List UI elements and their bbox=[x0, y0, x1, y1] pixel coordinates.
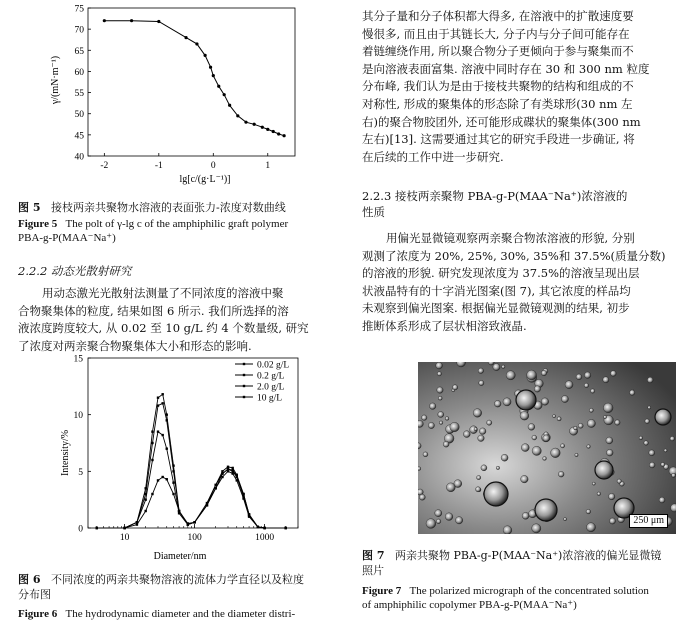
figure6-data-point bbox=[263, 527, 265, 529]
micrograph-droplet bbox=[443, 441, 449, 447]
figure6-data-point bbox=[166, 478, 168, 480]
micrograph-large-droplet bbox=[516, 390, 536, 410]
micrograph-droplet bbox=[672, 473, 676, 477]
micrograph-droplet bbox=[481, 465, 487, 471]
micrograph-droplet bbox=[437, 372, 441, 376]
micrograph-droplet bbox=[521, 475, 529, 483]
figure5-y-tick-label: 55 bbox=[74, 89, 84, 100]
figure6-legend-marker bbox=[243, 363, 245, 365]
micrograph-droplet bbox=[418, 420, 423, 427]
figure5-plot-frame bbox=[88, 8, 295, 156]
section-2-2-3-heading-line1: 2.2.3 接枝两亲聚物 PBA-g-P(MAA⁻Na⁺)浓溶液的 bbox=[362, 189, 628, 203]
figure6-data-point bbox=[166, 419, 168, 421]
figure6-legend-marker bbox=[243, 396, 245, 398]
figure6-data-point bbox=[144, 510, 146, 512]
micrograph-droplet bbox=[487, 420, 492, 425]
figure6-data-point bbox=[178, 510, 180, 512]
figure6-x-tick-label: 1000 bbox=[255, 533, 275, 543]
micrograph-droplet bbox=[426, 519, 436, 529]
figure7-micrograph bbox=[418, 362, 676, 534]
figure6-data-point bbox=[172, 481, 174, 483]
figure6-data-point bbox=[151, 493, 153, 495]
section-2-2-2-line: 用动态激光光散射法测量了不同浓度的溶液中聚 bbox=[42, 286, 284, 300]
micrograph-droplet bbox=[586, 509, 591, 514]
figure5-y-tick-label: 40 bbox=[74, 152, 84, 163]
micrograph-droplet bbox=[659, 497, 665, 503]
micrograph-droplet bbox=[501, 454, 508, 461]
figure5-curve bbox=[104, 21, 284, 136]
figure5-data-point bbox=[261, 126, 264, 129]
figure5-data-point bbox=[157, 20, 160, 23]
figure6-caption-en-line1: The hydrodynamic diameter and the diameter distri- bbox=[65, 608, 296, 620]
micrograph-droplet bbox=[506, 371, 515, 380]
figure5-data-point bbox=[277, 132, 280, 135]
figure6-data-point bbox=[257, 526, 259, 528]
micrograph-droplet bbox=[617, 479, 621, 483]
section-2-2-2-line: 了浓度对两亲聚合物聚集体大小和形态的影响. bbox=[18, 338, 252, 353]
section-2-2-2-line: 合物聚集体的粒度, 结果如图 6 所示. 我们所选择的溶 bbox=[18, 303, 289, 318]
micrograph-droplet bbox=[419, 494, 425, 500]
paragraph-line: 着链缠绕作用, 所以聚合物分子更倾向于参与聚集而不 bbox=[362, 44, 634, 59]
micrograph-droplet bbox=[597, 492, 601, 496]
figure6-data-point bbox=[172, 470, 174, 472]
scale-bar-label: 250 μm bbox=[633, 515, 664, 526]
micrograph-droplet bbox=[590, 389, 594, 393]
figure5-data-point bbox=[209, 66, 212, 69]
micrograph-droplet bbox=[532, 435, 537, 440]
figure6-series-line bbox=[97, 403, 286, 528]
section-2-2-2-line: 液浓度跨度较大, 从 0.02 至 10 g/L 约 4 个数量级, 研究 bbox=[18, 321, 309, 336]
figure5-y-tick-label: 60 bbox=[74, 67, 84, 78]
figure5-data-point bbox=[103, 19, 106, 22]
figure6-data-point bbox=[136, 523, 138, 525]
figure5-x-tick-label: -2 bbox=[100, 161, 109, 171]
micrograph-image bbox=[418, 362, 676, 534]
figure5-data-point bbox=[236, 114, 239, 117]
figure7-caption-en-label: Figure 7 bbox=[362, 585, 402, 597]
figure6-data-point bbox=[161, 393, 163, 395]
micrograph-droplet bbox=[541, 398, 548, 405]
micrograph-droplet bbox=[649, 450, 655, 456]
figure7-caption-en-line2: of amphiphilic copolymer PBA-g-P(MAA⁻Na⁺) bbox=[362, 599, 577, 611]
micrograph-droplet bbox=[429, 403, 435, 409]
micrograph-droplet bbox=[606, 449, 613, 456]
figure6-x-tick-label: 10 bbox=[119, 533, 130, 543]
micrograph-droplet bbox=[437, 387, 443, 393]
micrograph-droplet bbox=[532, 446, 541, 455]
figure6-data-point bbox=[214, 487, 216, 489]
figure6-caption-en bbox=[18, 607, 358, 621]
micrograph-droplet bbox=[603, 377, 609, 383]
section-2-2-3-line: 未观察到偏光图案. 根据偏光显微镜观测的结果, 初步 bbox=[362, 301, 630, 316]
micrograph-droplet bbox=[479, 380, 484, 385]
micrograph-droplet bbox=[584, 383, 589, 388]
paragraph-line: 对称性, 形成的聚集体的形态除了有类球形(30 nm 左 bbox=[362, 96, 633, 111]
micrograph-droplet bbox=[609, 518, 615, 524]
figure6-data-point bbox=[151, 442, 153, 444]
micrograph-droplet bbox=[629, 390, 634, 395]
figure5-data-point bbox=[217, 85, 220, 88]
figure6-y-tick-label: 15 bbox=[73, 354, 83, 365]
figure6-data-point bbox=[214, 484, 216, 486]
micrograph-droplet bbox=[561, 395, 568, 402]
micrograph-droplet bbox=[608, 493, 615, 500]
micrograph-droplet bbox=[445, 417, 449, 421]
micrograph-droplet bbox=[606, 437, 613, 444]
micrograph-droplet bbox=[455, 517, 462, 524]
micrograph-droplet bbox=[578, 423, 583, 428]
figure7-caption-en-line1: The polarized micrograph of the concentrated solution bbox=[409, 585, 649, 597]
figure5-x-axis-label: lg[c/(g·L⁻¹)] bbox=[179, 174, 231, 185]
micrograph-large-droplet bbox=[484, 482, 508, 506]
figure6-data-point bbox=[221, 472, 223, 474]
figure6-data-point bbox=[221, 476, 223, 478]
figure6-data-point bbox=[161, 476, 163, 478]
micrograph-droplet bbox=[438, 411, 444, 417]
section-2-2-2-heading: 2.2.2 动态光散射研究 bbox=[18, 264, 132, 278]
micrograph-droplet bbox=[644, 441, 649, 446]
figure5-caption-en-line1: The polt of γ-lg c of the amphiphilic graft polymer bbox=[65, 218, 289, 230]
section-2-2-2-body bbox=[18, 285, 338, 355]
micrograph-droplet bbox=[478, 435, 485, 442]
micrograph-droplet bbox=[521, 444, 529, 452]
micrograph-droplet bbox=[527, 370, 537, 380]
section-2-2-3-line: 状液晶特有的十字消光图案(图 7), 其它浓度的样品均 bbox=[362, 283, 631, 298]
micrograph-droplet bbox=[603, 403, 613, 413]
micrograph-droplet bbox=[445, 513, 453, 521]
micrograph-droplet bbox=[647, 377, 653, 383]
micrograph-droplet bbox=[418, 467, 421, 471]
micrograph-large-droplet bbox=[595, 461, 613, 479]
figure5-caption-en-label: Figure 5 bbox=[18, 218, 58, 230]
paragraph-line: 右)的聚合物胶团外, 还可能形成碟状的聚集体(300 nm bbox=[362, 114, 641, 129]
figure6-legend-label: 0.2 g/L bbox=[257, 371, 285, 382]
micrograph-droplet bbox=[494, 400, 501, 407]
micrograph-droplet bbox=[543, 457, 547, 461]
figure6-legend-marker bbox=[243, 385, 245, 387]
figure5-x-tick-label: 0 bbox=[210, 161, 216, 171]
figure6-legend bbox=[235, 361, 289, 404]
micrograph-droplet bbox=[502, 365, 505, 368]
section-2-2-3-line: 推断体系形成了层状相溶致液晶. bbox=[362, 318, 527, 333]
figure5-data-point bbox=[272, 130, 275, 133]
paragraph-line: 慢很多, 而且由于其链长大, 分子内与分子间可能存在 bbox=[362, 26, 630, 41]
micrograph-droplet bbox=[592, 482, 595, 485]
figure6-data-point bbox=[161, 434, 163, 436]
figure6-caption-en-label: Figure 6 bbox=[18, 608, 58, 620]
figure5-data-point bbox=[184, 36, 187, 39]
micrograph-droplet bbox=[574, 426, 578, 430]
micrograph-droplet bbox=[645, 419, 650, 424]
figure6-data-point bbox=[193, 521, 195, 523]
figure6-series-line bbox=[97, 432, 286, 528]
figure7-caption-cn-line2: 照片 bbox=[362, 564, 384, 577]
figure6-legend-label: 10 g/L bbox=[257, 393, 283, 404]
micrograph-droplet bbox=[589, 408, 593, 412]
micrograph-droplet bbox=[558, 471, 564, 477]
figure5-data-point bbox=[223, 93, 226, 96]
figure5-x-tick-label: 1 bbox=[265, 161, 271, 171]
figure6-legend-label: 0.02 g/L bbox=[257, 360, 290, 371]
figure5-data-point bbox=[228, 104, 231, 107]
figure5-data-point bbox=[283, 134, 286, 137]
figure6-series-line bbox=[97, 471, 286, 528]
figure6-data-point bbox=[187, 522, 189, 524]
figure5-caption-cn-label: 图 5 bbox=[18, 201, 41, 214]
figure6-data-point bbox=[144, 498, 146, 500]
micrograph-droplet bbox=[553, 415, 556, 418]
micrograph-droplet bbox=[474, 427, 477, 430]
figure6-x-axis-label: Diameter/nm bbox=[153, 551, 207, 562]
figure6-y-tick-label: 0 bbox=[78, 524, 83, 535]
figure6-y-tick-label: 5 bbox=[78, 467, 83, 478]
figure5-y-tick-label: 45 bbox=[74, 131, 84, 142]
micrograph-droplet bbox=[639, 436, 643, 440]
micrograph-large-droplet bbox=[655, 409, 671, 425]
figure5-caption-en-line2: PBA-g-P(MAA⁻Na⁺) bbox=[18, 232, 116, 244]
figure6-x-tick-label: 100 bbox=[187, 533, 202, 543]
figure5-y-tick-label: 65 bbox=[74, 46, 84, 57]
figure6-data-point bbox=[157, 430, 159, 432]
micrograph-droplet bbox=[436, 362, 443, 369]
micrograph-droplet bbox=[543, 435, 550, 442]
micrograph-droplet bbox=[520, 411, 529, 420]
section-2-2-3-heading-line2: 性质 bbox=[362, 205, 385, 219]
figure6-data-point bbox=[206, 504, 208, 506]
micrograph-droplet bbox=[436, 519, 441, 524]
section-2-2-3-line: 的溶液的形貌. 研究发现浓度为 37.5%的溶液呈现出层 bbox=[362, 266, 640, 281]
figure6-data-point bbox=[151, 459, 153, 461]
micrograph-droplet bbox=[478, 368, 483, 373]
figure5-data-point bbox=[130, 19, 133, 22]
figure6-data-point bbox=[231, 472, 233, 474]
micrograph-droplet bbox=[532, 524, 541, 533]
micrograph-droplet bbox=[661, 462, 665, 466]
figure6-data-point bbox=[227, 470, 229, 472]
figure6-data-point bbox=[231, 470, 233, 472]
micrograph-droplet bbox=[664, 449, 667, 452]
micrograph-droplet bbox=[503, 526, 512, 534]
micrograph-droplet bbox=[522, 512, 529, 519]
figure5-caption-cn bbox=[18, 200, 348, 215]
figure5-x-tick-label: -1 bbox=[154, 161, 163, 171]
figure7-caption-cn-line1: 两亲共聚物 PBA-g-P(MAA⁻Na⁺)浓溶液的偏光显微镜 bbox=[394, 549, 662, 562]
micrograph-droplet bbox=[496, 466, 499, 469]
figure6-data-point bbox=[151, 430, 153, 432]
figure5-data-point bbox=[204, 54, 207, 57]
micrograph-droplet bbox=[493, 363, 500, 370]
right-column-paragraph bbox=[362, 8, 680, 166]
micrograph-droplet bbox=[670, 436, 675, 441]
micrograph-droplet bbox=[479, 428, 486, 435]
micrograph-droplet bbox=[575, 453, 578, 456]
figure6-data-point bbox=[236, 479, 238, 481]
micrograph-droplet bbox=[541, 370, 546, 375]
micrograph-droplet bbox=[450, 422, 459, 431]
micrograph-droplet bbox=[565, 381, 573, 389]
micrograph-droplet bbox=[421, 415, 427, 421]
figure5-data-point bbox=[195, 42, 198, 45]
figure6-data-point bbox=[248, 515, 250, 517]
micrograph-droplet bbox=[557, 417, 561, 421]
figure6-data-point bbox=[221, 470, 223, 472]
figure5-data-point bbox=[266, 128, 269, 131]
micrograph-droplet bbox=[452, 385, 457, 390]
micrograph-droplet bbox=[423, 452, 428, 457]
micrograph-droplet bbox=[551, 448, 561, 458]
figure6-data-point bbox=[157, 479, 159, 481]
figure6-data-point bbox=[236, 476, 238, 478]
micrograph-droplet bbox=[503, 398, 511, 406]
micrograph-droplet bbox=[564, 518, 567, 521]
micrograph-droplet bbox=[428, 422, 434, 428]
section-2-2-3-body bbox=[362, 230, 680, 336]
figure7-caption-en bbox=[362, 584, 684, 612]
figure6-data-point bbox=[172, 493, 174, 495]
micrograph-droplet bbox=[463, 431, 470, 438]
figure5-y-tick-label: 50 bbox=[74, 110, 84, 121]
micrograph-droplet bbox=[648, 406, 651, 409]
micrograph-droplet bbox=[586, 523, 595, 532]
figure5-y-tick-label: 75 bbox=[74, 4, 84, 15]
figure5-data-point bbox=[244, 121, 247, 124]
paragraph-line: 左右)[13]. 这需要通过其它的研究手段进一步确证, 将 bbox=[362, 132, 635, 147]
section-2-2-3-line: 用偏光显微镜观察两亲聚合物浓溶液的形貌, 分别 bbox=[386, 231, 635, 245]
micrograph-droplet bbox=[615, 420, 620, 425]
figure6-data-point bbox=[123, 527, 125, 529]
figure5-chart bbox=[0, 0, 345, 190]
figure7-caption-cn-label: 图 7 bbox=[362, 549, 385, 562]
section-2-2-3-line: 观测了浓度为 20%, 25%, 30%, 35%和 37.5%(质量分数) bbox=[362, 248, 666, 263]
figure5-data-point bbox=[212, 74, 215, 77]
micrograph-droplet bbox=[584, 372, 590, 378]
micrograph-droplet bbox=[439, 421, 443, 425]
micrograph-droplet bbox=[534, 386, 540, 392]
figure6-caption-cn-line1: 不同浓度的两亲共聚物溶液的流体力学直径以及粒度 bbox=[50, 573, 304, 586]
figure6-data-point bbox=[166, 447, 168, 449]
section-2-2-3-heading bbox=[362, 188, 684, 220]
micrograph-droplet bbox=[476, 487, 481, 492]
figure6-data-point bbox=[96, 527, 98, 529]
figure6-caption-cn-line2: 分布图 bbox=[18, 588, 51, 601]
micrograph-droplet bbox=[576, 374, 582, 380]
figure6-caption-cn bbox=[18, 572, 348, 602]
figure6-data-point bbox=[284, 527, 286, 529]
figure5-y-axis-label: γ/(mN·m⁻¹) bbox=[50, 55, 61, 105]
figure6-data-point bbox=[227, 468, 229, 470]
figure6-data-point bbox=[157, 396, 159, 398]
micrograph-droplet bbox=[477, 476, 481, 480]
micrograph-large-droplet bbox=[535, 499, 557, 521]
figure5-data-point bbox=[253, 123, 256, 126]
figure6-data-point bbox=[157, 404, 159, 406]
micrograph-droplet bbox=[435, 510, 442, 517]
figure6-y-axis-label: Intensity/% bbox=[60, 429, 71, 477]
paragraph-line: 其分子量和分子体积都大得多, 在溶液中的扩散速度要 bbox=[362, 9, 634, 23]
micrograph-droplet bbox=[610, 371, 616, 377]
micrograph-droplet bbox=[587, 419, 595, 427]
figure5-caption-cn-text: 接枝两亲共聚物水溶液的表面张力-浓度对数曲线 bbox=[50, 201, 286, 214]
figure6-data-point bbox=[161, 402, 163, 404]
figure6-data-point bbox=[242, 497, 244, 499]
figure7-caption-cn bbox=[362, 548, 684, 578]
figure6-legend-label: 2.0 g/L bbox=[257, 382, 285, 393]
paragraph-line: 在后续的工作中进一步研究. bbox=[362, 149, 504, 164]
micrograph-droplet bbox=[438, 396, 442, 400]
figure6-data-point bbox=[227, 466, 229, 468]
paragraph-line: 是向溶液表面富集. 溶液中同时存在 30 和 300 nm 粒度 bbox=[362, 61, 650, 76]
micrograph-droplet bbox=[473, 409, 482, 418]
micrograph-droplet bbox=[446, 483, 455, 492]
figure6-chart bbox=[0, 350, 345, 565]
micrograph-droplet bbox=[603, 415, 606, 418]
figure5-caption-en bbox=[18, 217, 358, 245]
figure6-data-point bbox=[231, 467, 233, 469]
paragraph-line: 分布峰, 我们认为是由于接枝共聚物的结构和组成的不 bbox=[362, 79, 634, 94]
micrograph-droplet bbox=[587, 445, 591, 449]
figure6-legend-marker bbox=[243, 374, 245, 376]
figure5-axes bbox=[88, 8, 295, 156]
figure6-series-line bbox=[97, 394, 286, 528]
figure6-caption-cn-label: 图 6 bbox=[18, 573, 41, 586]
micrograph-droplet bbox=[560, 444, 564, 448]
micrograph-droplet bbox=[528, 423, 535, 430]
micrograph-droplet bbox=[649, 462, 655, 468]
figure7-scale-bar bbox=[629, 514, 668, 528]
figure6-y-tick-label: 10 bbox=[73, 411, 83, 422]
figure5-y-tick-label: 70 bbox=[74, 25, 84, 36]
